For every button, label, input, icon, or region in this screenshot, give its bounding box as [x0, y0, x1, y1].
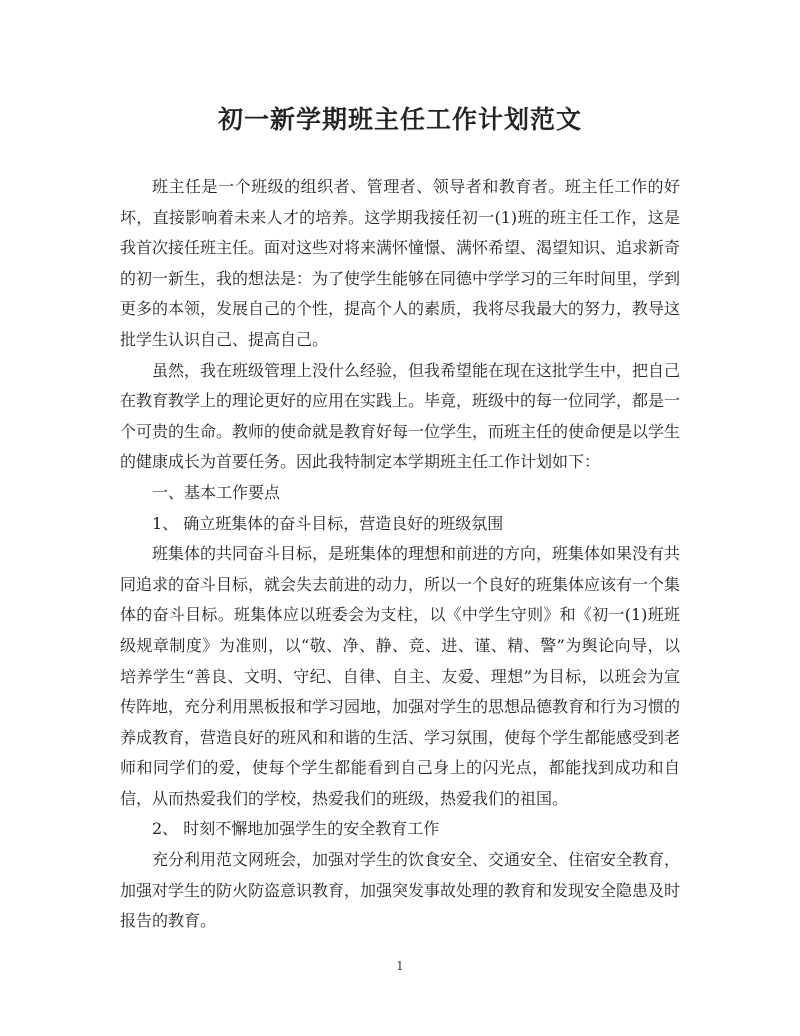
paragraph-intro: 班主任是一个班级的组织者、管理者、领导者和教育者。班主任工作的好坏，直接影响着未来人才的培养。这学期我接任初一(1)班的班主任工作，这是我首次接任班主任。面对这些对将来满怀憧憬、满怀希望、渴望知识、追求新奇的初一新生，我的想法是：为了使学生能够在同德中学学习的三年时间里，学到更多的本领，发展自己的个性，提高个人的素质，我将尽我最大的努力，教导这批学生认识自己、提高自己。 — [120, 177, 681, 349]
document-body — [120, 172, 680, 937]
document-title: 初一新学期班主任工作计划范文 — [217, 105, 582, 134]
subheading-safety-education: 2、 时刻不懈地加强学生的安全教育工作 — [152, 819, 440, 839]
paragraph-experience: 虽然，我在班级管理上没什么经验，但我希望能在现在这批学生中，把自己在教育教学上的理论更好的应用在实践上。毕竟，班级中的每一位同学，都是一个可贵的生命。教师的使命就是教育好每一位学生，而班主任的使命便是以学生的健康成长为首要任务。因此我特制定本学期班主任工作计划如下： — [120, 360, 681, 472]
section-heading-basic-points: 一、基本工作要点 — [152, 482, 281, 502]
subheading-class-goal: 1、 确立班集体的奋斗目标，营造良好的班级氛围 — [152, 513, 504, 533]
paragraph-class-goal: 班集体的共同奋斗目标，是班集体的理想和前进的方向，班集体如果没有共同追求的奋斗目标，就会失去前进的动力，所以一个良好的班集体应该有一个集体的奋斗目标。班集体应以班委会为支柱，以《中学生守则》和《初一(1)班班级规章制度》为准则，以“敬、净、静、竞、进、谨、精、警”为舆论向导，以培养学生“善良、文明、守纪、自律、自主、友爱、理想”为目标，以班会为宣传阵地，充分利用黑板报和学习园地，加强对学生的思想品德教育和行为习惯的养成教育，营造良好的班风和和谐的生活、学习氛围，使每个学生都能感受到老师和同学们的爱，使每个学生都能看到自己身上的闪光点，都能找到成功和自信，从而热爱我们的学校，热爱我们的班级，热爱我们的祖国。 — [120, 544, 681, 808]
page-number: 1 — [396, 959, 404, 973]
paragraph-safety-education: 充分利用范文网班会，加强对学生的饮食安全、交通安全、住宿安全教育，加强对学生的防火防盗意识教育，加强突发事故处理的教育和发现安全隐患及时报告的教育。 — [120, 850, 681, 931]
